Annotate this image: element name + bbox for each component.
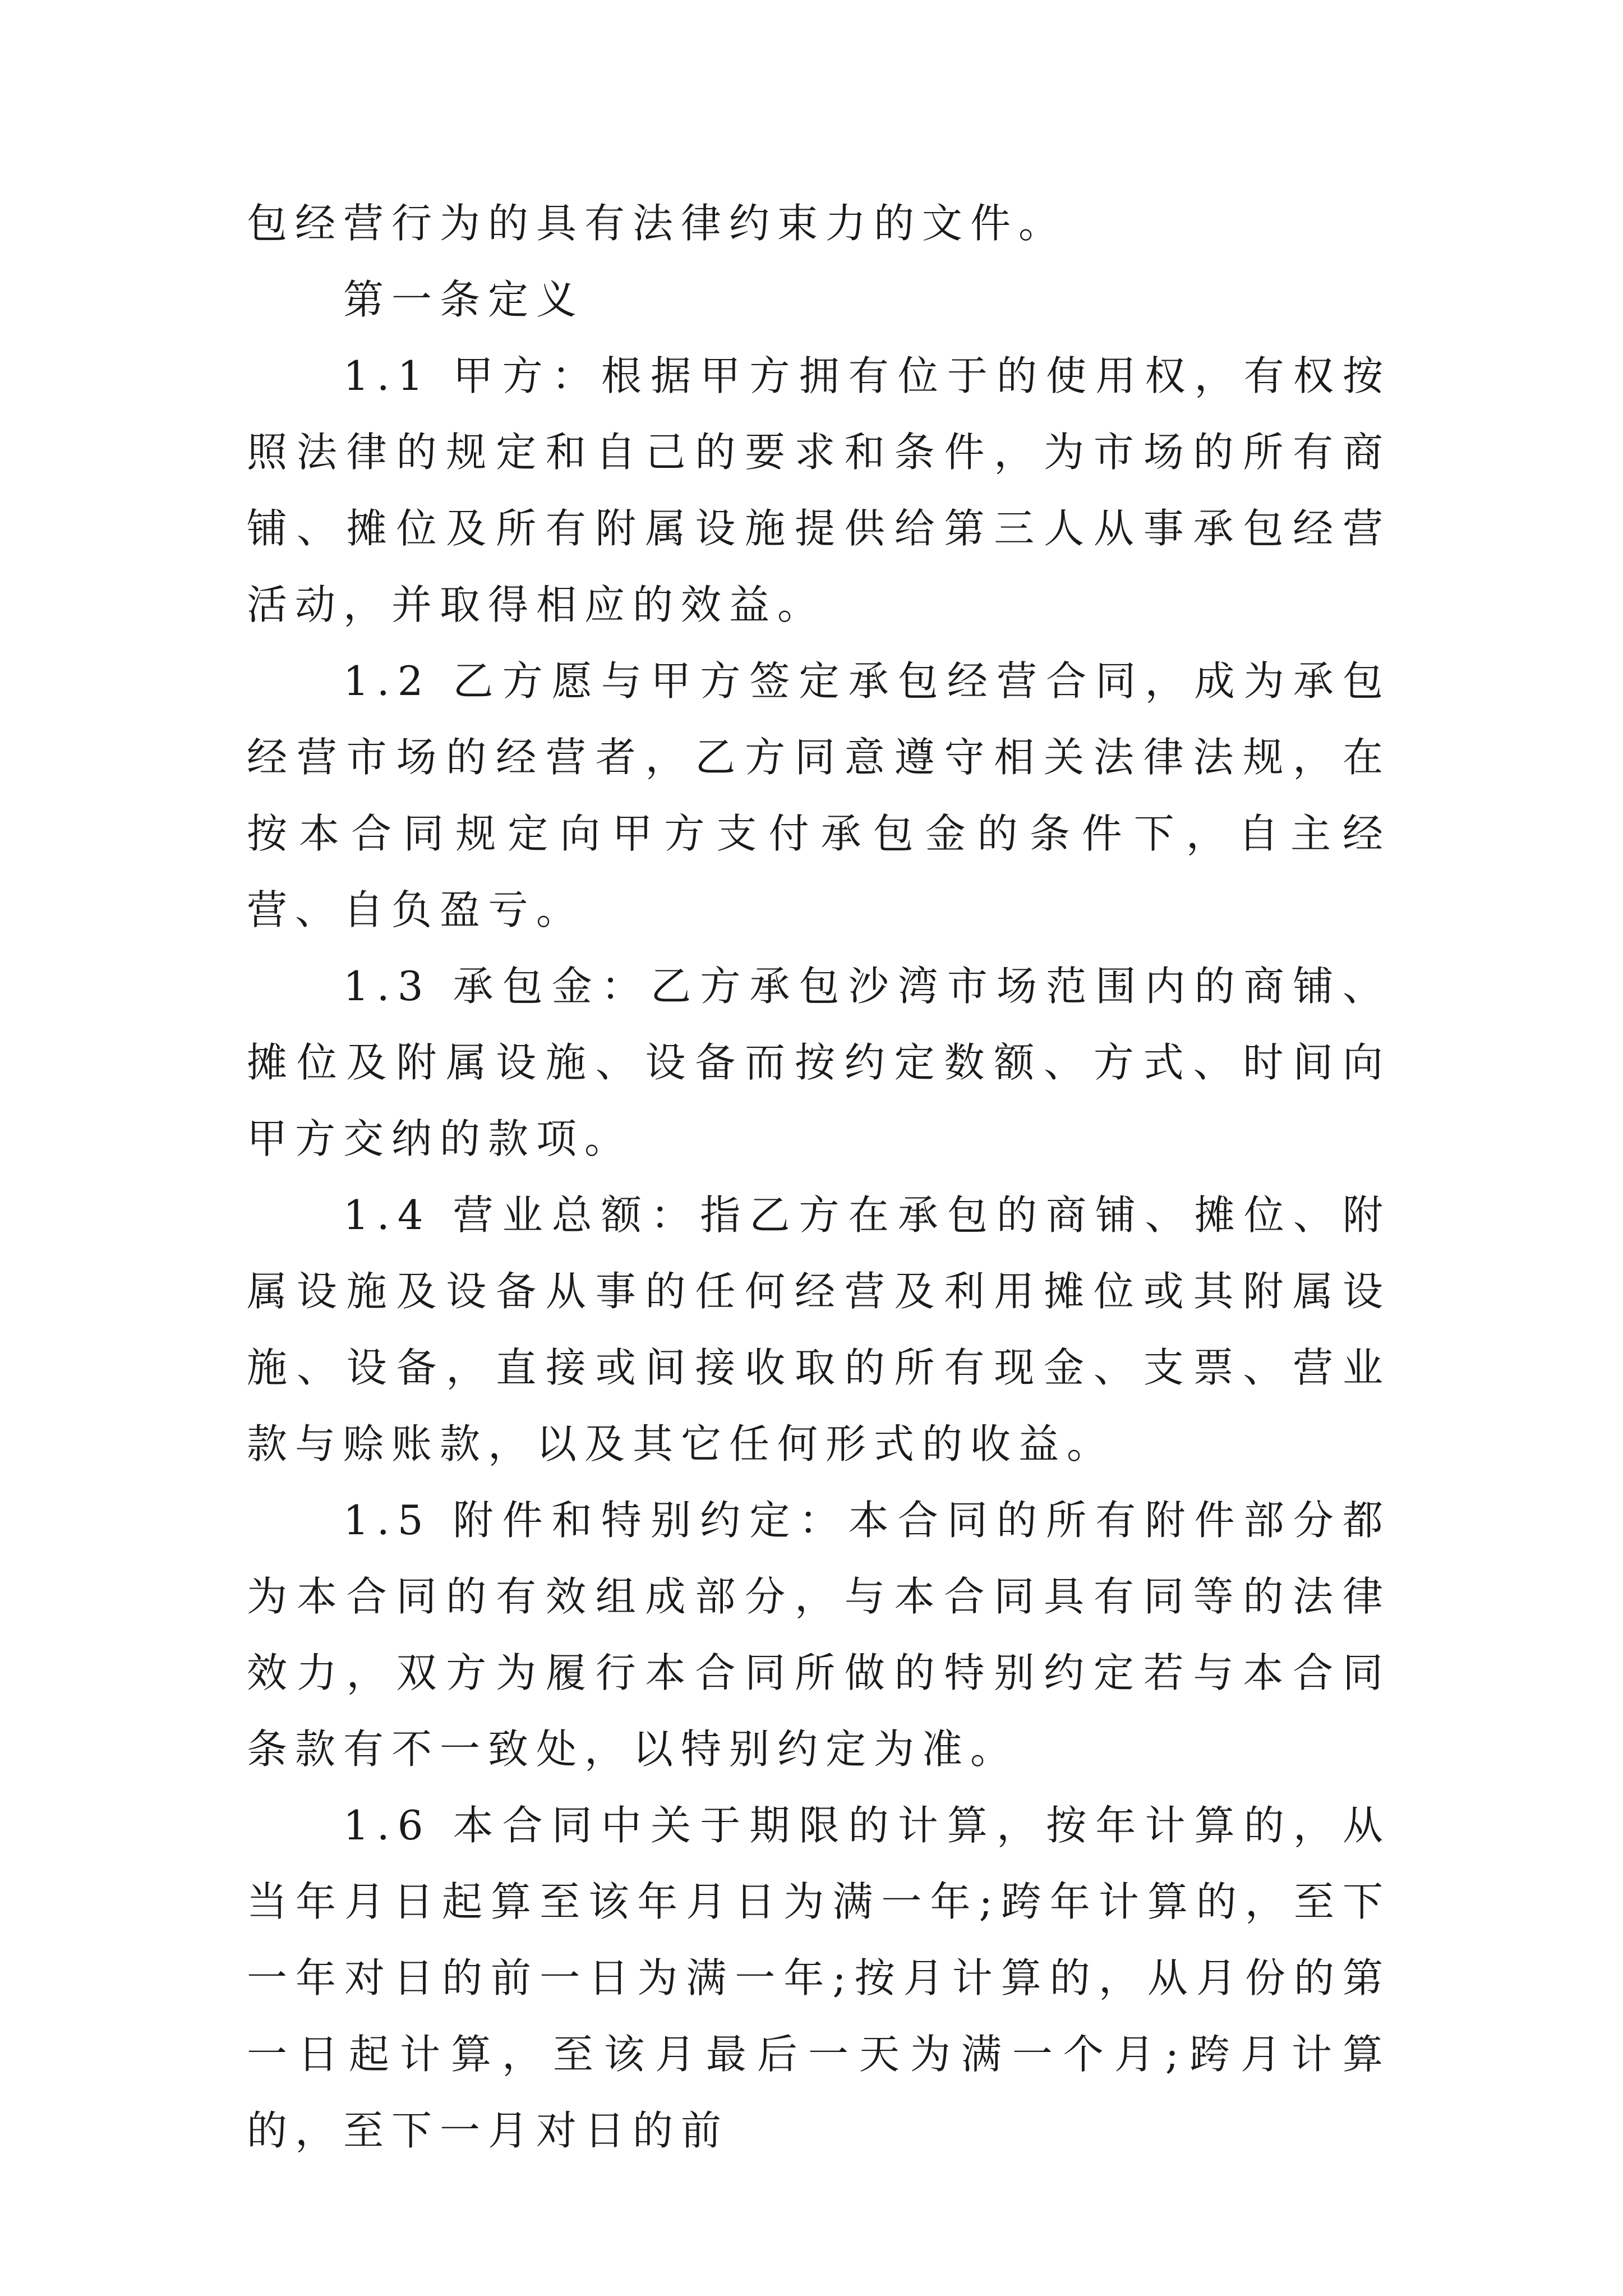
clause-1-6: 1.6 本合同中关于期限的计算，按年计算的，从当年月日起算至该年月日为满一年;跨年计算的，至下一年对日的前一日为满一年;按月计算的，从月份的第一日起计算，至该月最后一天为满一个月;跨月计算的，至下一月对日的前 (247, 1802, 1391, 2154)
clause-1-3: 1.3 承包金：乙方承包沙湾市场范围内的商铺、摊位及附属设施、设备而按约定数额、方式、时间向甲方交纳的款项。 (247, 963, 1391, 1162)
clause-1-2: 1.2 乙方愿与甲方签定承包经营合同，成为承包经营市场的经营者，乙方同意遵守相关法律法规，在按本合同规定向甲方支付承包金的条件下，自主经营、自负盈亏。 (247, 657, 1391, 933)
document-body (247, 185, 1391, 2169)
section-heading: 第一条定义 (343, 276, 585, 323)
clause-1-1: 1.1 甲方：根据甲方拥有位于的使用权，有权按照法律的规定和自己的要求和条件，为市场的所有商铺、摊位及所有附属设施提供给第三人从事承包经营活动，并取得相应的效益。 (247, 352, 1391, 628)
clause-1-5: 1.5 附件和特别约定：本合同的所有附件部分都为本合同的有效组成部分，与本合同具有同等的法律效力，双方为履行本合同所做的特别约定若与本合同条款有不一致处，以特别约定为准。 (247, 1497, 1391, 1773)
paragraph-continuation: 包经营行为的具有法律约束力的文件。 (247, 200, 1067, 247)
clause-1-4: 1.4 营业总额：指乙方在承包的商铺、摊位、附属设施及设备从事的任何经营及利用摊位或其附属设施、设备，直接或间接收取的所有现金、支票、营业款与赊账款，以及其它任何形式的收益。 (247, 1191, 1391, 1467)
